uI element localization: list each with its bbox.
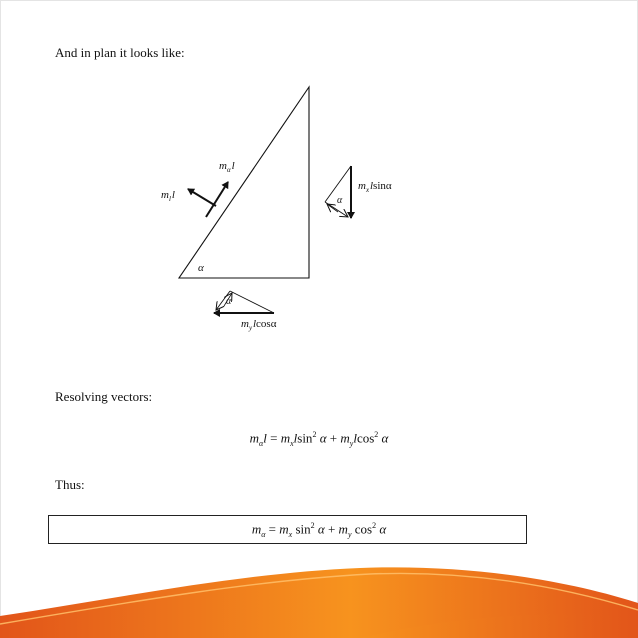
eq-arg: α [314,521,325,537]
eq-arg: α [376,521,387,537]
plan-triangle [179,87,309,278]
eq-term: l [293,430,298,446]
eq-sub: x [288,529,293,539]
cos-resultant-line [230,291,274,313]
label-m-alpha-l [219,160,235,174]
eq-equals: = [266,430,281,446]
eq-sub: x [290,438,294,448]
eq-fn: sin [297,430,313,446]
eq-sub: y [347,529,352,539]
eq-sup: 2 [372,521,377,530]
eq-plus: + [324,521,339,537]
cos-alpha-label: α [226,296,232,307]
eq-sub: y [349,438,354,448]
label-l: l [231,160,235,172]
eq-sup: 2 [374,430,379,439]
eq-term: l [353,430,357,446]
thus-paragraph: Thus: [55,477,85,492]
resolving-paragraph: Resolving vectors: [55,389,153,404]
eq-arg: α [378,430,389,446]
label-m: m [241,318,249,330]
m-l-l-arrow [188,189,216,206]
label-sub: y [248,324,253,333]
label-sub: l [168,195,171,204]
eq-sup: 2 [310,521,315,530]
triangle-alpha-label: α [198,262,204,274]
label-m: m [161,189,169,201]
label-sub: α [226,166,231,175]
equation-resolving [0,430,638,448]
eq-term: l [263,430,267,446]
label-m: m [219,160,227,172]
eq-fn: sin [292,521,311,537]
eq-equals: = [265,521,280,537]
label-sub: x [365,186,370,195]
eq-term: m [279,521,289,537]
label-m-l-l [161,189,175,203]
eq-sup: 2 [312,430,317,439]
label-fn: sinα [373,180,392,192]
eq-plus: + [326,430,341,446]
sin-alpha-label: α [337,195,343,206]
label-l: l [252,318,257,330]
label-m-x-l-sin [358,180,392,194]
eq-fn: cos [356,430,375,446]
eq-term: m [338,521,348,537]
eq-fn: cos [351,521,373,537]
eq-sub: α [261,529,266,539]
label-l: l [369,180,374,192]
intro-paragraph: And in plan it looks like: [55,45,185,60]
eq-sub: α [259,438,264,448]
label-m-y-l-cos [241,318,276,332]
label-fn: cosα [256,318,277,330]
label-m: m [358,180,366,192]
eq-term: m [249,430,260,446]
orange-wave-footer [0,528,638,638]
eq-term: m [280,430,291,446]
eq-term: m [251,521,262,537]
label-l: l [171,189,175,201]
eq-arg: α [316,430,327,446]
eq-term: m [340,430,350,446]
